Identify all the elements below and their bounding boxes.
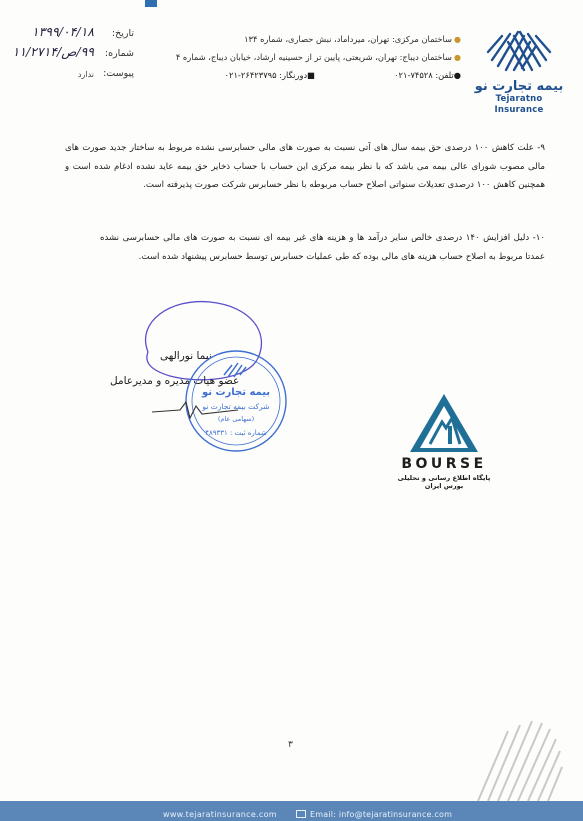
letter-meta [12,24,134,84]
letterhead [10,22,573,118]
stamp-emblem-icon [224,363,246,377]
paragraph-9: ۹- علت کاهش ۱۰۰ درصدی حق بیمه سال های آتی نسبت به صورت های مالی حسابرسی نشده مربوط به ساختار جدید صورت های مالی مصوب شورای عالی بیمه می باشد که با نظر بیمه مرکزی این حساب با حساب ذخایر حق بیمه عاید نشده ادغام شده است و همچنین کاهش ۱۰۰ درصدی تعدیلات سنواتی اصلاح حساب مربوطه با نظر حسابرس شرکت صورت پذیرفته است. [65,143,545,190]
page-number: ۳ [288,740,293,750]
bourse-emblem-icon [408,392,480,454]
location-pin-icon: ● [454,35,461,44]
stamp-type: (سهامی عام) [217,415,255,423]
signature-stroke-icon [150,398,240,424]
phone-icon: ● [453,70,461,80]
attachment-value: ندارد [77,70,94,79]
stamp-company: شرکت بیمه تجارت نو [202,402,270,411]
meta-number: شماره: ۹۹/ص/۱۱/۲۷۱۴ [12,44,134,59]
address-central: ●ساختمان مرکزی: تهران، میرداماد، نبش حصاری، شماره ۱۳۴ [244,34,461,44]
paragraph-10: ۱۰- دلیل افزایش ۱۴۰ درصدی خالص سایر درآمد ها و هزینه های غیر بیمه ای نسبت به صورت های مالی حسابرسی نشده عمدتا مربوط به اصلاح حساب هزینه های مالی بوده که طی عملیات حسابرس توسط حسابرس پیشنهاد شده است. [100,233,545,262]
fax-number: ■دورنگار: ۲۶۴۲۳۷۹۵-۰۲۱ [224,70,315,80]
company-logo [471,22,567,116]
footer-bar [0,801,583,821]
top-accent-strip [145,0,157,7]
meta-attachment: پیوست: ندارد [77,68,134,79]
location-pin-icon: ● [454,53,461,62]
bourse-tagline: پایگاه اطلاع رسانی و تحلیلی بورس ایران [397,474,491,490]
fax-icon: ■ [307,70,315,80]
date-value: ۱۳۹۹/۰۴/۱۸ [31,24,94,39]
mail-icon [296,810,306,818]
address-second: ●ساختمان دیباج: تهران، شریعتی، پایین تر از حسینیه ارشاد، خیابان دیباج، شماره ۴ [175,52,461,62]
meta-date: تاریخ: ۱۳۹۹/۰۴/۱۸ [31,24,134,39]
signatory-title: عضو هیات مدیره و مدیرعامل [110,375,240,387]
footer-hatch-decoration-icon [468,711,563,801]
company-name-fa: بیمه تجارت نو [474,79,564,94]
stamp-brand: بیمه تجارت نو [201,387,271,398]
phone-number: ●تلفن: ۷۴۵۲۸-۰۲۱ [394,70,461,80]
company-name-en: Tejaratno Insurance [494,94,544,115]
number-value: ۹۹/ص/۱۱/۲۷۱۴ [12,44,94,59]
footer-email-link[interactable]: Email: info@tejaratinsurance.com [310,810,453,819]
bourse-watermark-logo [388,392,500,490]
stamp-registration: شماره ثبت : ۴۸۹۳۳۱ [205,429,267,437]
logo-emblem-icon [480,22,558,78]
bourse-wordmark: BOURSE [401,456,487,472]
signatory-name: نیما نورالهی [160,350,212,362]
footer-website-link[interactable]: www.tejaratinsurance.com [163,810,277,819]
